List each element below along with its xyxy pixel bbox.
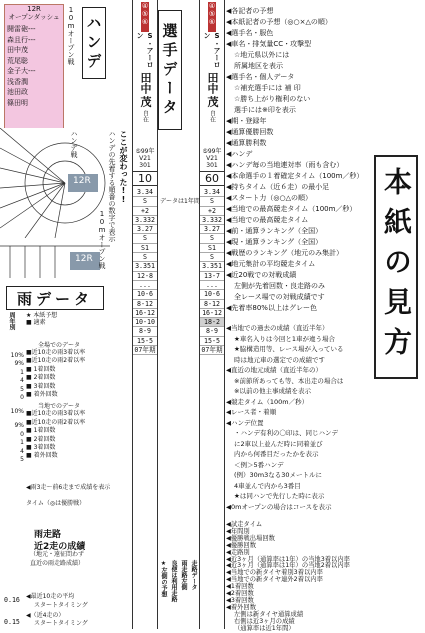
rain-block1_items-5: ■ 着外回数 — [26, 391, 58, 399]
hande-note-open: 10mオープン戦 — [67, 6, 75, 65]
right-note-1: ◀本紙記者の予想（◎○×△の順） — [226, 18, 332, 26]
mid-note-3: 時は地元車の選定での成績です — [234, 355, 325, 364]
col1-cell-13: 16-12 — [133, 309, 157, 318]
rain-avg4: スタートタイミング — [34, 620, 88, 627]
bottom-note-12: ◀着外回数 — [226, 603, 257, 611]
col1-score: 301 — [139, 162, 151, 169]
col2-year: ⑤99年 — [202, 148, 222, 155]
mid-note-10: ・ハンデ有利の〇印は、同じハンデ — [234, 429, 338, 437]
hande-title: ハンデ — [82, 7, 106, 79]
col1-cell-15: 8-9 — [133, 327, 157, 336]
bottom-note-14: 右側は近3ヶ月の成績 — [234, 617, 295, 625]
hande-note-changed: ここが変わった!! — [119, 130, 128, 204]
rain-block1_items-0: ■近10走の雨3着以率 — [26, 349, 86, 356]
col2-cell-5: S — [200, 234, 224, 243]
right-note-8: ☆勝ち上がり権利のない — [234, 95, 311, 103]
right-note-4: ☆地元県以外には — [234, 51, 290, 59]
bottom-vert-2: 雨走路左側 — [180, 560, 187, 590]
rain-block2_items-1: ■近10走の雨2着以率 — [26, 418, 86, 426]
bottom-note-6: ◀近3ヶ月（通算率は1年）の当地2着以内率 — [226, 562, 350, 570]
rain-pct-8: 0 — [20, 430, 24, 438]
right-note-25: 左側が先着回数・良走路のみ — [234, 282, 325, 290]
col1-cell-3: 3.332 — [133, 216, 157, 225]
mid-note-17: ◀0mオープンの場合はコースを表示 — [226, 502, 332, 511]
main-title: 本紙の見方 — [374, 155, 418, 379]
rain-block2_items-5: ■ 着外回数 — [26, 452, 58, 460]
bottom-note-5: ◀近3ヶ月（通算率は1年）の当地3着以内率 — [226, 555, 350, 563]
right-note-19: ◀当地での最高競走タイム — [226, 216, 309, 224]
col2-cell-16: 15-5 — [200, 337, 224, 346]
col2-cell-15: 8-9 — [200, 327, 224, 336]
mid-note-7: ◀競走タイム（100m／秒） — [226, 397, 309, 406]
mid-note-11: に2車以上並んだ時に同着並び — [234, 439, 323, 448]
horse-1: 森且行--- — [7, 35, 36, 44]
col1-cell-12: 8-12 — [133, 300, 157, 309]
col2-team: 田中 — [206, 72, 219, 94]
bottom-note-3: ◀優勝回数 — [226, 541, 257, 549]
rain-block1-title: 全場でのデータ — [38, 342, 81, 349]
col2-cell-8: 3.351 — [200, 262, 224, 271]
horse-6: 池田政 — [7, 88, 28, 96]
col1-rank: V21 — [139, 155, 151, 162]
bottom-note-7: ◀当地での新タイヤ着別3着以内率 — [226, 569, 323, 577]
col2-cell-13: 16-12 — [200, 309, 224, 318]
bottom-vert-3: 走路データ — [190, 560, 197, 590]
mid-note-16: ★は同ハンで先行した時に表示 — [234, 492, 325, 500]
right-note-6: ◀選手名・個人データ — [226, 73, 295, 81]
col1-cell-17: 07年期 — [134, 346, 156, 355]
rain-pct-1: 9% — [14, 360, 24, 368]
col2-cell-1: S — [200, 197, 224, 206]
col1-place: 自在 — [141, 110, 149, 122]
rain-block2-title: 当地でのデータ — [38, 403, 81, 411]
col2-name: S・アーロン — [203, 32, 221, 68]
bottom-note-15: （通算率は近1年間） — [234, 624, 295, 632]
col2-marks: ④⑤⑥ — [208, 2, 216, 32]
rain-pct-0: 10% — [10, 352, 24, 359]
right-note-26: 全レース場での対戦成績です — [234, 293, 325, 301]
data-period-note: データは1年間 — [160, 198, 200, 205]
mid-note-15: 4車並んで内から3番目 — [234, 481, 301, 490]
rain-block2_items-0: ■近10走の雨3着以率 — [26, 410, 86, 418]
mid-note-8: ◀レース者・着順 — [226, 408, 277, 416]
col1-cell-4: 3.27 — [133, 225, 157, 234]
rain-block1_items-2: ■ 1着回数 — [26, 365, 56, 373]
mid-notes — [226, 323, 366, 512]
horse-list — [5, 24, 63, 108]
rain-pct-6: 10% — [10, 408, 24, 416]
mid-note-0: ◀当地での過去の成績（直近半年） — [226, 324, 329, 332]
right-note-22: ◀戦歴のランキング（地元のみ集計） — [226, 249, 344, 257]
rain-section-sub2: 直近の雨走路成績） — [30, 560, 85, 567]
col1-cell-2: +2 — [133, 207, 157, 216]
col2-rank: V21 — [206, 155, 218, 162]
bottom-note-0: ◀試走タイム — [226, 521, 263, 528]
rain-block1 — [26, 349, 130, 399]
rain-section-sub: （地元・遠征問わず — [30, 551, 85, 558]
column-2 — [199, 0, 225, 629]
col2-hande: 60 — [200, 171, 224, 186]
rain-time-note2: タイム（◎は優勝戦） — [26, 500, 86, 507]
right-note-20: ◀前・通算ランキング（全国） — [226, 227, 323, 235]
horse-3: 荒尾聡 — [7, 56, 28, 65]
hande-note-order: ハンデの先着する順番の数字で表示 — [108, 130, 116, 242]
mid-note-9: ◀ハンデ位置 — [226, 418, 264, 427]
bottom-notes — [226, 522, 406, 633]
mid-note-13: ＜例＞5番ハンデ — [234, 460, 284, 469]
horse-5: 浅香潤 — [7, 77, 28, 86]
rain-block2_items-3: ■ 2着回数 — [26, 435, 56, 443]
bottom-note-4: ◀走路別 — [226, 548, 250, 556]
rain-avg3: ◀（近4走の） — [26, 612, 65, 619]
ame-title: 雨データ — [6, 286, 104, 310]
bottom-note-10: ◀2着回数 — [226, 590, 254, 598]
col2-score: 301 — [206, 162, 218, 169]
rain-block1_items-4: ■ 3着回数 — [26, 382, 56, 390]
right-note-15: ◀本命選手の１着確定タイム（100m／秒） — [226, 172, 364, 180]
col1-cell-5: S — [133, 234, 157, 243]
rain-pct-4: 5 — [20, 385, 24, 393]
right-note-14: ◀ハンデ毎の当地連対率（雨も含む） — [226, 161, 344, 169]
rain-block2 — [26, 410, 130, 460]
hande-diagram-lower — [0, 238, 110, 283]
right-note-17: ◀スタート力（◎○△の順） — [226, 194, 312, 202]
rain-notes — [4, 312, 130, 464]
diagram-tag-12r-2: 12R — [75, 254, 93, 264]
right-note-10: ◀期・登録年 — [226, 117, 267, 125]
mid-note-1: ★車名入りは今回と1車が違う場合 — [234, 334, 335, 343]
right-note-21: ◀現・通算ランキング（全国） — [226, 238, 323, 246]
race-label: 12R — [27, 5, 41, 13]
bottom-note-11: ◀3着回数 — [226, 596, 254, 604]
horse-0: 闘雷砲--- — [7, 25, 36, 33]
mid-note-2: ★脇構造用等、レース場が入っている — [234, 345, 344, 353]
col2-cell-6: S1 — [200, 244, 224, 253]
mid-note-14: (例）30m3なる30メートルに — [234, 471, 323, 479]
col2-cell-9: 13-7 — [200, 272, 224, 281]
rain-block2_items-4: ■ 3着回数 — [26, 444, 56, 452]
col2-cell-11: 10-6 — [200, 290, 224, 299]
rain-ryo: 周年別 — [8, 312, 15, 330]
col2-cells — [200, 188, 224, 355]
rain-bottom-num2: 0.15 — [4, 618, 20, 626]
right-note-2: ◀選手名・服色 — [226, 29, 274, 37]
rain-pct-10: 4 — [20, 447, 24, 455]
col1-cell-10: ... — [133, 281, 157, 290]
rain-block2_items-2: ■ 1着回数 — [26, 427, 56, 435]
right-note-9: 選手には※印を表示 — [234, 106, 296, 114]
col1-cell-9: 12-8 — [133, 272, 157, 281]
col2-cell-3: 3.332 — [200, 216, 224, 225]
rain-pct-3: 4 — [20, 377, 24, 385]
mid-note-4: ◀直近の地元成績（直近半年の） — [226, 366, 322, 374]
horse-7: 篠田明 — [7, 98, 28, 107]
col1-cell-0: 3.34 — [133, 188, 157, 197]
rain-header-2: ■ 適素 — [26, 319, 46, 326]
col1-cell-14: 10-10 — [133, 318, 157, 327]
col2-cell-10: ... — [200, 281, 224, 290]
hande-diagram-upper — [0, 128, 110, 238]
hande-note-open2: 10mオープン戦 — [98, 210, 106, 269]
col2-sub: 茂 — [206, 96, 219, 107]
rain-bottom-num1: 0.16 — [4, 596, 20, 604]
mid-note-12: 内から何番目だったかを表示 — [234, 450, 319, 458]
col1-cell-7: S — [133, 253, 157, 262]
horse-4: 金子大--- — [7, 67, 36, 75]
right-note-0: ◀各記者の予想 — [226, 7, 274, 15]
column-1 — [132, 0, 158, 629]
bottom-note-9: ◀1着回数 — [226, 583, 254, 591]
col1-cell-1: S — [133, 197, 157, 206]
hande-note-hande: ハンデ戦 — [70, 130, 78, 158]
right-note-11: ◀通算優勝回数 — [226, 128, 274, 136]
race-list-box — [4, 4, 64, 130]
rain-pct-2: 1 — [20, 368, 24, 376]
rain-avg1: ◀最近10走の平均 — [26, 593, 75, 600]
col1-cell-6: S1 — [133, 244, 157, 253]
col1-team: 田中 — [139, 72, 152, 94]
col1-marks: ④⑤⑥ — [141, 2, 149, 32]
right-note-16: ◀持ちタイム（近６走）の最小足 — [226, 183, 330, 191]
rain-time-note: ◀雨3走〜前6走まで成績を表示 — [26, 484, 111, 491]
horse-2: 田中茂 — [7, 46, 28, 54]
col2-cell-2: +2 — [200, 207, 224, 216]
bottom-vert-1: 良便は利用走路 — [170, 560, 177, 602]
rain-block1_items-1: ■近10走の雨2着以率 — [26, 357, 86, 365]
right-note-27: ◀先着率80%以上はグレー色 — [226, 304, 317, 312]
col1-name: S・アーロン — [136, 32, 154, 68]
rain-section-title: 雨走路 — [34, 530, 62, 540]
col1-cells — [133, 188, 157, 355]
col2-cell-4: 3.27 — [200, 225, 224, 234]
bottom-note-8: ◀当地での新タイヤ連外2着以内率 — [226, 576, 323, 584]
rain-pct-5: 0 — [20, 394, 24, 402]
senshu-title: 選手データ — [158, 10, 182, 130]
diagram-tag-12r: 12R — [73, 176, 91, 186]
bottom-note-1: ◀年間別 — [226, 527, 250, 535]
rain-block1_items-3: ■ 2着回数 — [26, 374, 56, 382]
col1-cell-11: 10-6 — [133, 290, 157, 299]
col2-place: 自在 — [208, 110, 216, 122]
col1-cell-8: 3.351 — [133, 262, 157, 271]
bottom-vert-0: ★左側の予想 — [160, 560, 167, 597]
right-notes — [226, 6, 366, 314]
col2-cell-17: 07年期 — [201, 346, 223, 355]
col2-cell-14: 18-2 — [200, 318, 224, 327]
rain-pct-9: 1 — [20, 439, 24, 447]
right-note-12: ◀通算勝利数 — [226, 139, 267, 147]
rain-pcts — [4, 352, 24, 464]
right-note-3: ◀車名・排気量CC・攻撃型 — [226, 40, 312, 48]
right-note-18: ◀当地での最高競走タイム（100m／秒） — [226, 205, 357, 213]
col1-sub: 茂 — [139, 96, 152, 107]
bottom-note-2: ◀優勝戦出場回数 — [226, 534, 275, 542]
col1-hande: 10 — [133, 171, 157, 186]
rain-header-1: ★ 本紙予想 — [26, 312, 58, 319]
right-note-24: ◀近20戦での対戦成績 — [226, 271, 297, 279]
right-note-5: 所属地区を表示 — [234, 62, 283, 70]
col2-cell-0: 3.34 — [200, 188, 224, 197]
rain-pct-7: 9% — [14, 422, 24, 430]
col1-year: ⑤99年 — [135, 148, 155, 155]
rain-section-title2: 近2走の成績 — [34, 542, 86, 552]
right-note-13: ◀ハンデ — [226, 150, 253, 158]
right-note-23: ◀地元集計の平均競走タイム — [226, 260, 316, 268]
rain-avg2: スタートタイミング — [34, 602, 88, 609]
mid-note-5: ※前節所あっても等、本出走の場合は — [234, 376, 344, 385]
right-note-7: ☆補充選手には 補 印 — [234, 84, 301, 92]
col2-cell-12: 8-12 — [200, 300, 224, 309]
mid-note-6: ※以前の他主事成績を表示 — [234, 387, 311, 395]
race-category: オープンダッシュ — [8, 13, 60, 21]
bottom-note-13: 左側は新タイヤ通算成績 — [234, 610, 304, 618]
col2-cell-7: S — [200, 253, 224, 262]
rain-pct-11: 5 — [20, 456, 24, 464]
col1-cell-16: 15-5 — [133, 337, 157, 346]
